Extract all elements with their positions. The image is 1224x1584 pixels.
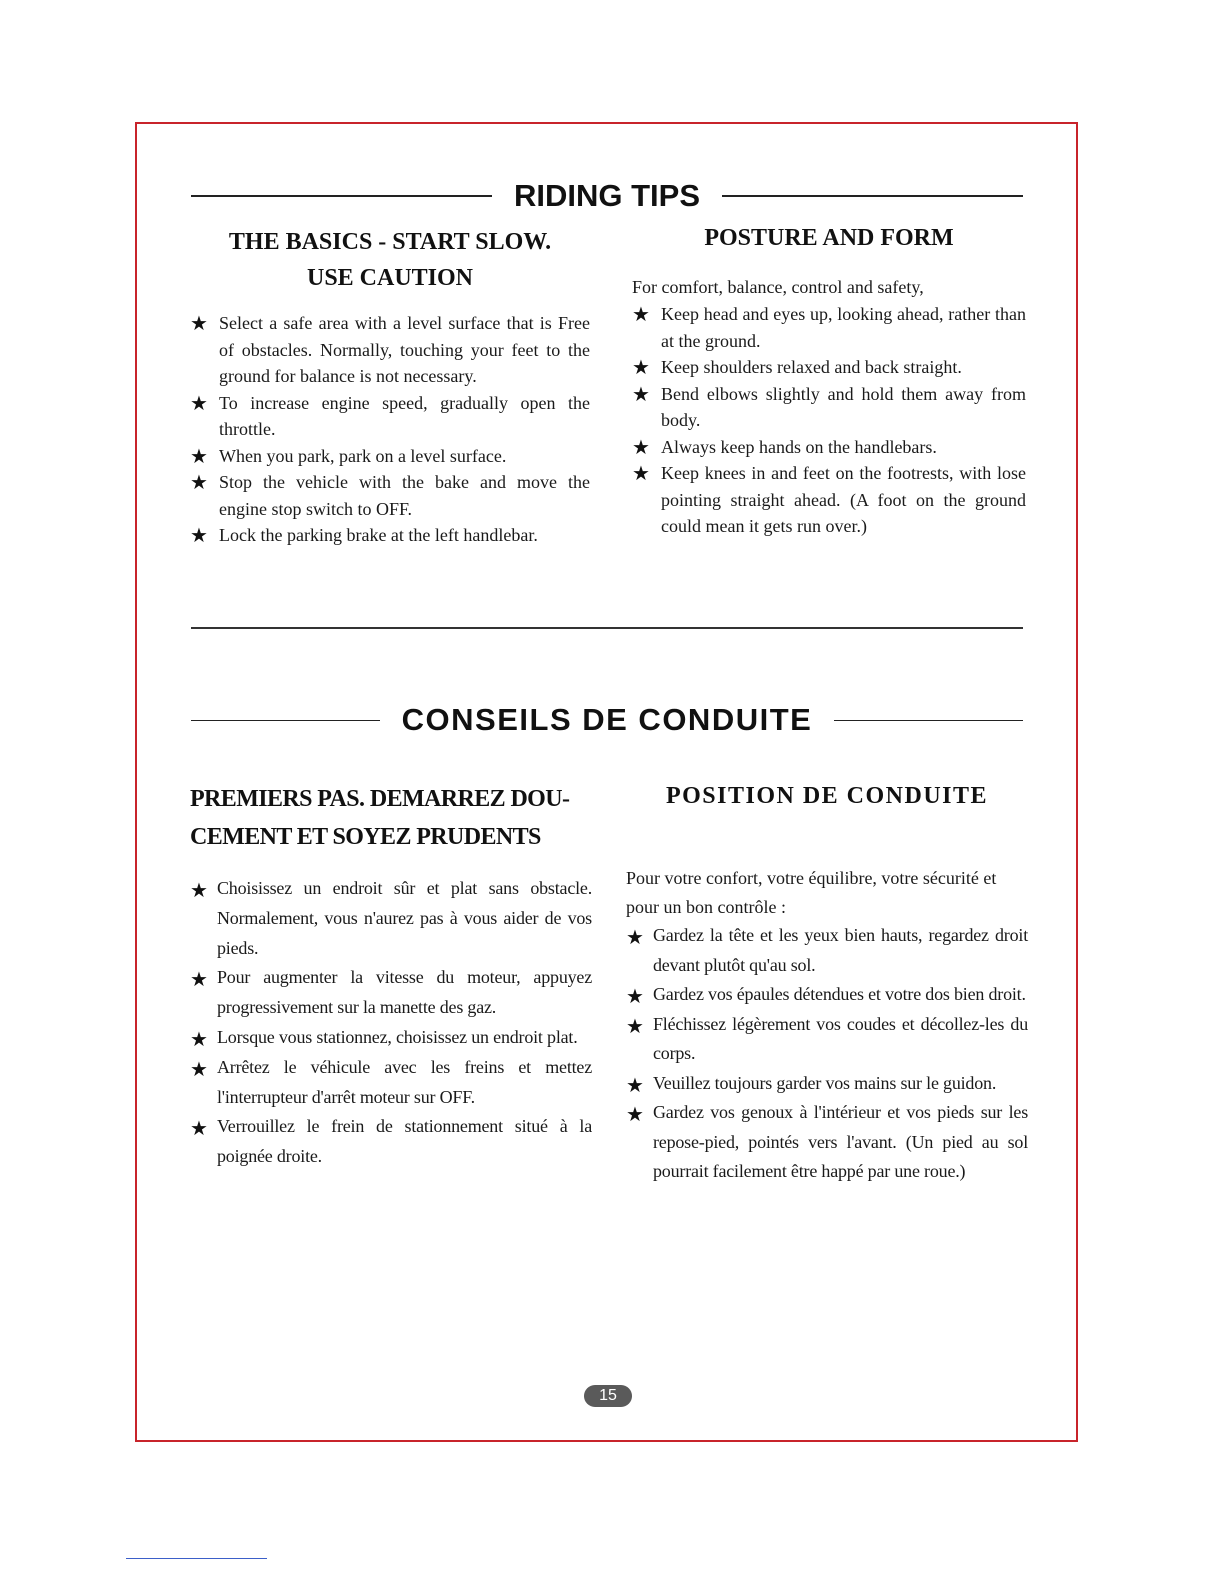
position-intro: Pour votre confort, votre équilibre, votre sécurité et pour un bon contrôle : — [626, 868, 997, 917]
star-icon: ★ — [190, 313, 208, 335]
riding-tips-heading — [191, 178, 1023, 214]
list-item: ★ Pour augmenter la vitesse du moteur, appuyez progressivement sur la manette des gaz. — [190, 967, 592, 1018]
posture-intro: For comfort, balance, control and safety, — [632, 277, 924, 297]
list-item: ★ Keep knees in and feet on the footrests, with lose pointing straight ahead. (A foot on the ground could mean it gets run over.) — [632, 463, 1026, 536]
star-icon: ★ — [190, 1028, 208, 1051]
star-icon: ★ — [190, 472, 208, 494]
list-item: ★ When you park, park on a level surface. — [190, 443, 590, 470]
heading-rule-left — [191, 195, 492, 197]
list-item: ★ Veuillez toujours garder vos mains sur le guidon. — [626, 1069, 1028, 1099]
star-icon: ★ — [190, 1058, 208, 1081]
list-item: ★ Choisissez un endroit sûr et plat sans obstacle. Normalement, vous n'aurez pas à vous aider de vos pieds. — [190, 878, 592, 958]
star-icon: ★ — [632, 357, 650, 379]
basics-heading-line-1: THE BASICS - START SLOW. — [228, 229, 552, 255]
premiers-heading-line-2: CEMENT ET SOYEZ PRUDENTS — [190, 824, 541, 850]
list-item: ★ Stop the vehicle with the bake and move the engine stop switch to OFF. — [190, 472, 590, 519]
heading-rule-right — [722, 195, 1023, 197]
star-icon: ★ — [626, 1074, 644, 1097]
list-item: ★ Verrouillez le frein de stationnement situé à la poignée droite. — [190, 1116, 592, 1167]
heading-rule-right — [834, 720, 1023, 721]
list-item: ★ To increase engine speed, gradually open the throttle. — [190, 392, 590, 439]
star-icon: ★ — [632, 463, 650, 485]
section-divider — [191, 627, 1023, 629]
conseils-title: CONSEILS DE CONDUITE — [401, 702, 813, 737]
star-icon: ★ — [626, 1104, 644, 1126]
basics-list — [190, 310, 590, 549]
list-item: ★ Keep head and eyes up, looking ahead, rather than at the ground. — [632, 304, 1026, 351]
heading-rule-left — [191, 720, 380, 721]
riding-tips-title: RIDING TIPS — [514, 178, 701, 213]
list-item: ★ Arrêtez le véhicule avec les freins et mettez l'interrupteur d'arrêt moteur sur OFF. — [190, 1056, 592, 1107]
list-item: ★ Gardez vos épaules détendues et votre dos bien droit. — [626, 980, 1028, 1010]
posture-list — [632, 301, 1026, 540]
premiers-heading — [190, 780, 592, 856]
star-icon: ★ — [632, 436, 650, 459]
basics-heading — [190, 224, 590, 296]
star-icon: ★ — [632, 383, 650, 406]
conseils-heading — [191, 702, 1023, 738]
premiers-heading-line-1: PREMIERS PAS. DEMARREZ DOU- — [190, 786, 570, 812]
star-icon: ★ — [632, 304, 650, 326]
star-icon: ★ — [190, 392, 208, 415]
page-number-badge: 15 — [584, 1385, 632, 1407]
footer-link-line — [126, 1558, 267, 1559]
position-list — [626, 921, 1028, 1187]
list-item: ★ Gardez vos genoux à l'intérieur et vos pieds sur les repose-pied, pointés vers l'avant. (Un pied au sol pourrait facilement être happé par une roue.) — [626, 1102, 1028, 1181]
star-icon: ★ — [626, 1015, 644, 1038]
list-item: ★ Bend elbows slightly and hold them away from body. — [632, 383, 1026, 430]
list-item: ★ Keep shoulders relaxed and back straight. — [632, 354, 1026, 381]
posture-heading: POSTURE AND FORM — [704, 225, 954, 251]
premiers-section — [190, 780, 592, 1172]
position-heading: POSITION DE CONDUITE — [665, 783, 989, 809]
star-icon: ★ — [190, 969, 208, 992]
star-icon: ★ — [626, 927, 644, 949]
star-icon: ★ — [626, 986, 644, 1008]
star-icon: ★ — [190, 525, 208, 547]
list-item: ★ Lorsque vous stationnez, choisissez un endroit plat. — [190, 1023, 592, 1053]
posture-section — [632, 222, 1026, 540]
list-item: ★ Gardez la tête et les yeux bien hauts, regardez droit devant plutôt qu'au sol. — [626, 925, 1028, 975]
list-item: ★ Lock the parking brake at the left handlebar. — [190, 522, 590, 549]
star-icon: ★ — [190, 1118, 208, 1141]
star-icon: ★ — [190, 880, 208, 902]
position-section — [626, 780, 1028, 1187]
list-item: ★ Fléchissez légèrement vos coudes et décollez-les du corps. — [626, 1013, 1028, 1063]
list-item: ★ Always keep hands on the handlebars. — [632, 434, 1026, 461]
premiers-list — [190, 874, 592, 1172]
basics-section — [190, 224, 590, 549]
list-item: ★ Select a safe area with a level surface that is Free of obstacles. Normally, touching your feet to the ground for balance is not necessary. — [190, 313, 590, 386]
star-icon: ★ — [190, 445, 208, 468]
basics-heading-line-2: USE CAUTION — [306, 265, 474, 291]
